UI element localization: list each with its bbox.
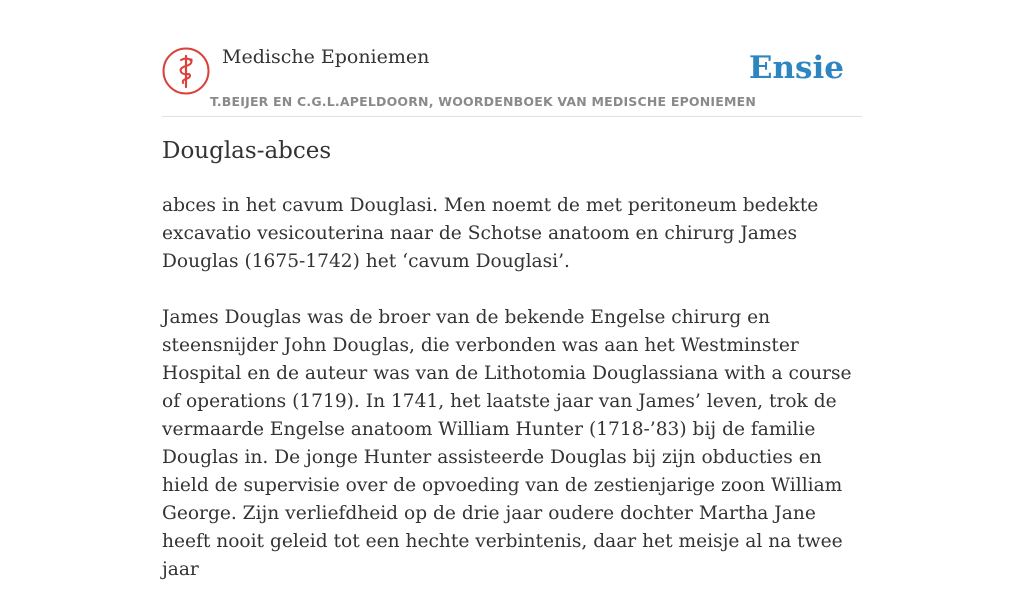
entry-body xyxy=(162,192,862,612)
entry-paragraph: James Douglas was de broer van de bekende Engelse chirurg en steensnijder John Douglas, die verbonden was aan het Westminster Hospital en de auteur was van de Lithotomia Douglassiana with a course of operations (1719). In 1741, het laatste jaar van James’ leven, trok de vermaarde Engelse anatoom William Hunter (1718-’83) bij de familie Douglas in. De jonge Hunter assisteerde Douglas bij zijn obducties en hield de supervisie over de opvoeding van de zestienjarige zoon William George. Zijn verliefdheid op de drie jaar oudere dochter Martha Jane heeft nooit geleid tot een hechte verbintenis, daar het meisje al na twee jaar xyxy=(162,307,852,580)
source-subtitle: T.BEIJER EN C.G.L.APELDOORN, WOORDENBOEK VAN MEDISCHE EPONIEMEN xyxy=(210,94,757,109)
source-title[interactable]: Medische Eponiemen xyxy=(222,46,430,68)
brand-logo[interactable]: Ensie xyxy=(748,50,844,86)
entry-title: Douglas-abces xyxy=(162,138,332,164)
entry-paragraph: abces in het cavum Douglasi. Men noemt de met peritoneum bedekte excavatio vesicouterina naar de Schotse anatoom en chirurg James Douglas (1675-1742) het ‘cavum Douglasi’. xyxy=(162,195,819,272)
caduceus-icon[interactable] xyxy=(162,47,210,95)
source-header xyxy=(162,44,862,117)
